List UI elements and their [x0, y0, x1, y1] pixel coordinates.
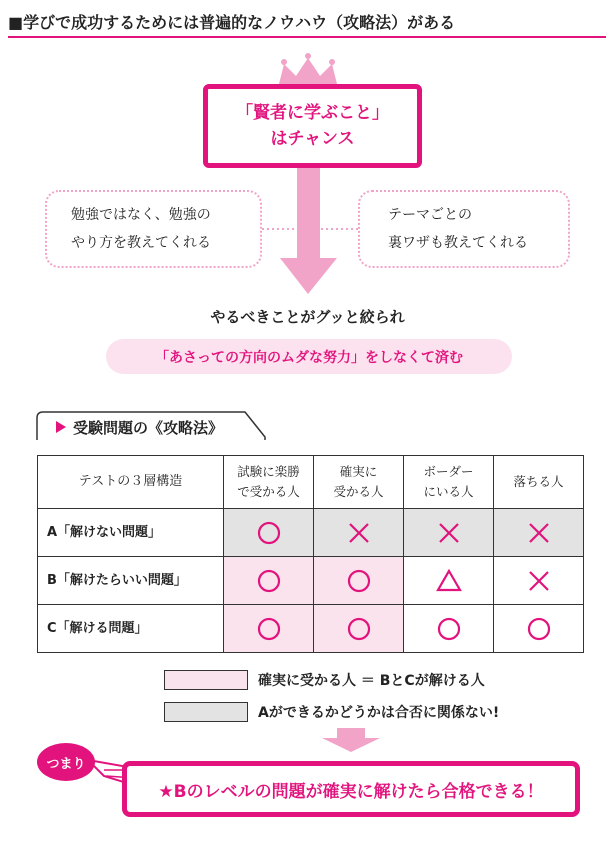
- legend-down-arrow-icon: [322, 728, 380, 752]
- table-cell: [404, 605, 494, 653]
- circle-mark-icon: [256, 520, 282, 546]
- table-cell: [404, 509, 494, 557]
- table-row: [38, 605, 584, 653]
- table-row: [38, 557, 584, 605]
- table-cell: [224, 557, 314, 605]
- table-cell: [314, 605, 404, 653]
- legend-pink-swatch: [164, 670, 248, 690]
- table-header-line: 試験に楽勝: [237, 464, 300, 479]
- table-cell: [224, 509, 314, 557]
- circle-mark-icon: [436, 616, 462, 642]
- table-header-line: テストの３層構造: [78, 474, 183, 489]
- main-message-box: [203, 84, 422, 168]
- table-tab-title: 受験問題の《攻略法》: [73, 419, 224, 437]
- cross-mark-icon: [346, 520, 372, 546]
- cross-mark-icon: [436, 520, 462, 546]
- result-pill: 「あさっての方向のムダな努力」をしなくて済む: [106, 339, 512, 374]
- crown-icon: [278, 53, 338, 88]
- row-label: B「解けたらいい問題」: [38, 557, 224, 605]
- table-header-cell: [404, 456, 494, 509]
- right-note-line2: 裏ワザも教えてくれる: [388, 235, 528, 251]
- table-cell: [314, 509, 404, 557]
- left-note-line1: 勉強ではなく、勉強の: [71, 207, 211, 223]
- page-title: ■学びで成功するためには普遍的なノウハウ（攻略法）がある: [8, 13, 456, 32]
- triangle-mark-icon: [436, 568, 462, 594]
- table-header-cell: [494, 456, 584, 509]
- right-note-box: [358, 190, 570, 268]
- left-note-line2: やり方を教えてくれる: [71, 235, 211, 251]
- left-note-box: [45, 190, 262, 268]
- circle-mark-icon: [346, 616, 372, 642]
- table-cell: [494, 557, 584, 605]
- table-header-line: にいる人: [423, 484, 474, 499]
- tsumari-label: つまり: [46, 757, 86, 772]
- circle-mark-icon: [256, 616, 282, 642]
- circle-mark-icon: [256, 568, 282, 594]
- table-header-cell: [224, 456, 314, 509]
- circle-mark-icon: [346, 568, 372, 594]
- main-message-line2: はチャンス: [270, 129, 355, 149]
- row-label: A「解けない問題」: [38, 509, 224, 557]
- table-header-line: で受かる人: [237, 484, 300, 499]
- table-header-line: 受かる人: [333, 484, 384, 499]
- table-header-row: [38, 456, 584, 509]
- final-message-box: ★Bのレベルの問題が確実に解けたら合格できる！: [122, 761, 580, 817]
- down-arrow-icon: [280, 160, 337, 294]
- table-cell: [494, 509, 584, 557]
- table-cell: [224, 605, 314, 653]
- right-note-line1: テーマごとの: [388, 207, 472, 223]
- legend-pink-text: 確実に受かる人 ＝ BとCが解ける人: [258, 673, 485, 689]
- result-text: やるべきことがグッと絞られ: [210, 308, 405, 326]
- row-label: C「解ける問題」: [38, 605, 224, 653]
- table-header-cell: [38, 456, 224, 509]
- cross-mark-icon: [526, 568, 552, 594]
- circle-mark-icon: [526, 616, 552, 642]
- table-header-line: ボーダー: [423, 464, 474, 479]
- main-message-line1: 「賢者に学ぶこと」: [236, 103, 389, 123]
- table-cell: [314, 557, 404, 605]
- legend-gray-text: Aができるかどうかは合否に関係ない!: [258, 705, 500, 721]
- table-cell: [404, 557, 494, 605]
- table-header-line: 落ちる人: [513, 474, 564, 489]
- table-header-cell: [314, 456, 404, 509]
- cross-mark-icon: [526, 520, 552, 546]
- table-cell: [494, 605, 584, 653]
- legend-gray-swatch: [164, 702, 248, 722]
- table-header-line: 確実に: [339, 464, 378, 479]
- table-row: [38, 509, 584, 557]
- strategy-table: [37, 455, 584, 653]
